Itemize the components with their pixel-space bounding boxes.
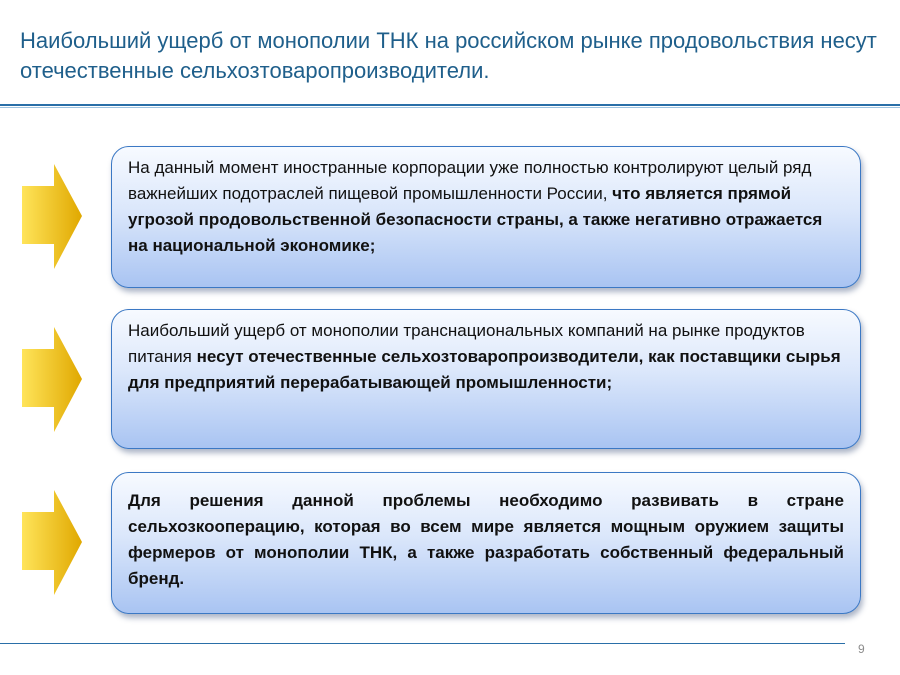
point-3-bold-text: Для решения данной проблемы необходимо развивать в стране сельхозкооперацию, которая во всем мире является мощным оружием защиты фермеров от монополии ТНК, а также разработать собственный федеральный бренд. <box>128 491 844 588</box>
point-1-bold-text: что является прямой угрозой продовольственной безопасности страны, а также негативно отражается на национальной экономике; <box>128 184 823 255</box>
point-1-normal-text: На данный момент иностранные корпорации уже полностью контролируют целый ряд важнейших подотраслей пищевой промышленности России, <box>128 158 812 203</box>
yellow-arrow-icon <box>22 490 82 595</box>
title-divider <box>0 104 900 106</box>
footer-divider <box>0 643 845 644</box>
point-2-bold-text: несут отечественные сельхозтоваропроизводители, как поставщики сырья для предприятий перерабатывающей промышленности; <box>128 347 841 392</box>
yellow-arrow-icon <box>22 327 82 432</box>
yellow-arrow-icon <box>22 164 82 269</box>
slide-title: Наибольший ущерб от монополии ТНК на российском рынке продовольствия несут отечественные сельхозтоваропроизводители. <box>20 28 877 83</box>
page-number: 9 <box>858 642 865 656</box>
point-box-3 <box>111 472 861 614</box>
point-2-normal-text: Наибольший ущерб от монополии транснациональных компаний на рынке продуктов питания <box>128 321 805 366</box>
title-divider-light <box>0 107 900 108</box>
point-box-2 <box>111 309 861 449</box>
point-box-1 <box>111 146 861 288</box>
